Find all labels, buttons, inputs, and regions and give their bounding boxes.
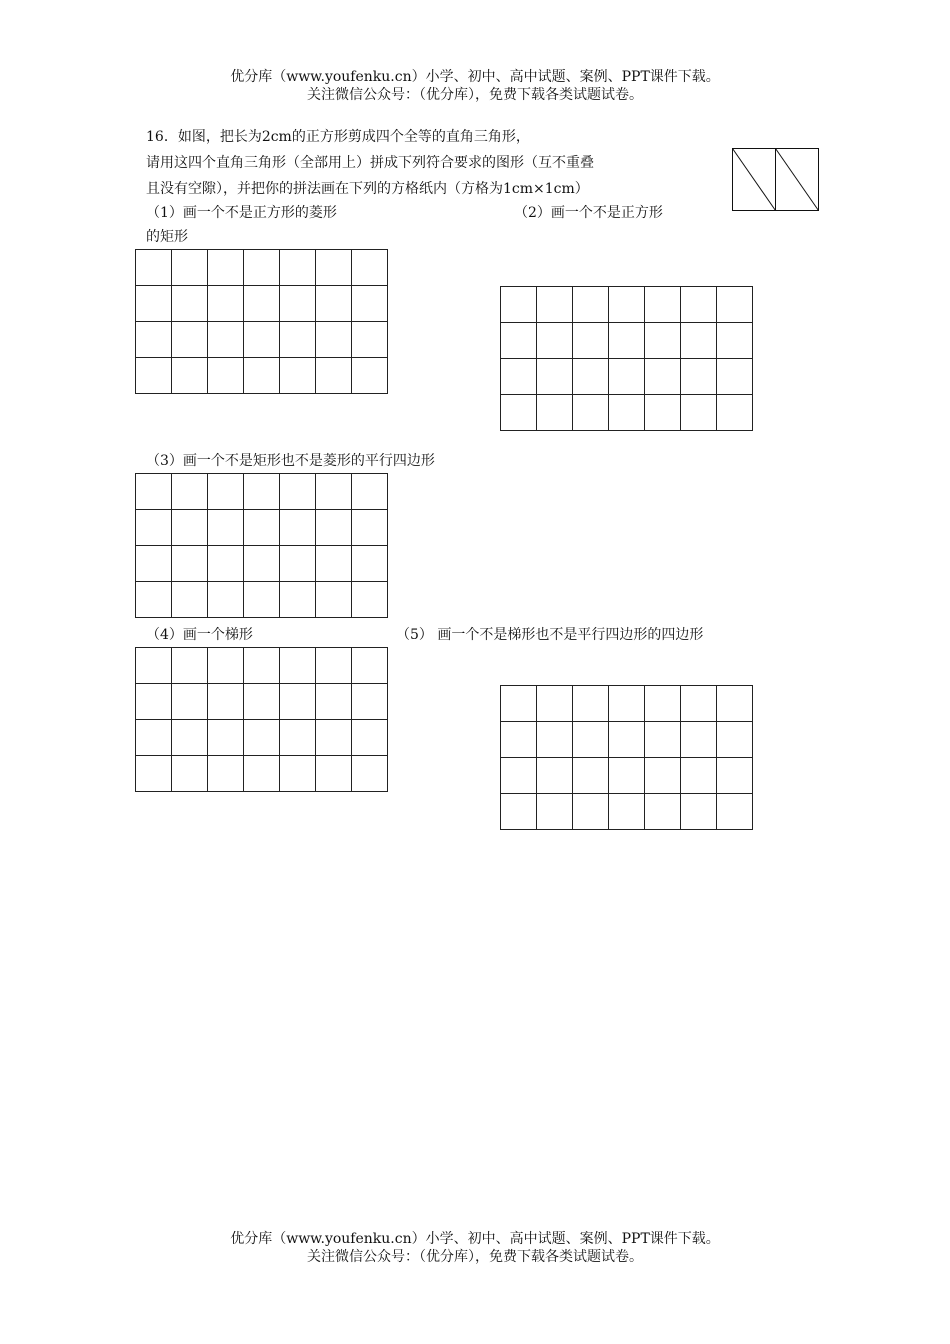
grid-cell[interactable] bbox=[645, 686, 681, 722]
grid-cell[interactable] bbox=[136, 322, 172, 358]
grid-cell[interactable] bbox=[352, 582, 388, 618]
grid-row bbox=[136, 250, 388, 286]
grid-row bbox=[501, 758, 753, 794]
grid-cell[interactable] bbox=[280, 756, 316, 792]
grid-row bbox=[136, 648, 388, 684]
grid-cell[interactable] bbox=[645, 287, 681, 323]
grid-cell[interactable] bbox=[645, 794, 681, 830]
grid-cell[interactable] bbox=[280, 358, 316, 394]
grid-cell[interactable] bbox=[136, 510, 172, 546]
grid-cell[interactable] bbox=[501, 395, 537, 431]
grid-cell[interactable] bbox=[208, 510, 244, 546]
grid-row bbox=[501, 395, 753, 431]
grid-cell[interactable] bbox=[537, 794, 573, 830]
grid-cell[interactable] bbox=[352, 720, 388, 756]
grid-cell[interactable] bbox=[136, 250, 172, 286]
grid-cell[interactable] bbox=[280, 510, 316, 546]
grid-cell[interactable] bbox=[717, 395, 753, 431]
grid-cell[interactable] bbox=[172, 756, 208, 792]
grid-cell[interactable] bbox=[609, 287, 645, 323]
grid-cell[interactable] bbox=[316, 684, 352, 720]
question-line-2: 请用这四个直角三角形（全部用上）拼成下列符合要求的图形（互不重叠 bbox=[146, 155, 594, 171]
grid-cell[interactable] bbox=[280, 250, 316, 286]
grid-cell[interactable] bbox=[717, 323, 753, 359]
grid-cell[interactable] bbox=[501, 287, 537, 323]
grid-cell[interactable] bbox=[352, 648, 388, 684]
grid-cell[interactable] bbox=[717, 794, 753, 830]
grid-cell[interactable] bbox=[316, 582, 352, 618]
grid-cell[interactable] bbox=[208, 322, 244, 358]
part-4-label: （4）画一个梯形 bbox=[146, 627, 253, 643]
grid-cell[interactable] bbox=[244, 510, 280, 546]
grid-cell[interactable] bbox=[609, 359, 645, 395]
grid-cell[interactable] bbox=[244, 322, 280, 358]
grid-cell[interactable] bbox=[501, 323, 537, 359]
grid-cell[interactable] bbox=[208, 756, 244, 792]
grid-cell[interactable] bbox=[681, 758, 717, 794]
grid-cell[interactable] bbox=[244, 720, 280, 756]
grid-cell[interactable] bbox=[172, 474, 208, 510]
grid-cell[interactable] bbox=[645, 395, 681, 431]
grid-cell[interactable] bbox=[352, 546, 388, 582]
grid-cell[interactable] bbox=[244, 286, 280, 322]
grid-row bbox=[136, 546, 388, 582]
grid-cell[interactable] bbox=[501, 722, 537, 758]
footer-line-2: 关注微信公众号：（优分库），免费下载各类试题试卷。 bbox=[307, 1249, 643, 1265]
grid-cell[interactable] bbox=[645, 323, 681, 359]
grid-cell[interactable] bbox=[208, 250, 244, 286]
grid-row bbox=[501, 686, 753, 722]
grid-row bbox=[136, 720, 388, 756]
grid-cell[interactable] bbox=[352, 756, 388, 792]
grid-cell[interactable] bbox=[681, 722, 717, 758]
grid-cell[interactable] bbox=[681, 287, 717, 323]
grid-cell[interactable] bbox=[537, 359, 573, 395]
grid-cell[interactable] bbox=[280, 684, 316, 720]
header-line-1: 优分库（www.youfenku.cn）小学、初中、高中试题、案例、PPT课件下载。 bbox=[230, 69, 720, 85]
grid-cell[interactable] bbox=[573, 722, 609, 758]
grid-cell[interactable] bbox=[537, 395, 573, 431]
grid-cell[interactable] bbox=[717, 722, 753, 758]
grid-cell[interactable] bbox=[136, 358, 172, 394]
grid-cell[interactable] bbox=[501, 359, 537, 395]
grid-cell[interactable] bbox=[208, 358, 244, 394]
grid-cell[interactable] bbox=[316, 286, 352, 322]
grid-cell[interactable] bbox=[136, 684, 172, 720]
grid-row bbox=[136, 358, 388, 394]
grid-cell[interactable] bbox=[609, 794, 645, 830]
grid-row bbox=[501, 287, 753, 323]
grid-cell[interactable] bbox=[244, 546, 280, 582]
grid-cell[interactable] bbox=[573, 758, 609, 794]
grid-cell[interactable] bbox=[244, 250, 280, 286]
grid-cell[interactable] bbox=[244, 582, 280, 618]
grid-cell[interactable] bbox=[681, 686, 717, 722]
grid-cell[interactable] bbox=[316, 510, 352, 546]
grid-row bbox=[501, 359, 753, 395]
grid-cell[interactable] bbox=[352, 322, 388, 358]
grid-cell[interactable] bbox=[537, 686, 573, 722]
grid-row bbox=[136, 510, 388, 546]
grid-cell[interactable] bbox=[208, 546, 244, 582]
grid-row bbox=[136, 756, 388, 792]
grid-cell[interactable] bbox=[352, 474, 388, 510]
grid-cell[interactable] bbox=[681, 794, 717, 830]
grid-row bbox=[501, 794, 753, 830]
grid-cell[interactable] bbox=[244, 358, 280, 394]
grid-row bbox=[136, 684, 388, 720]
grid-row bbox=[501, 323, 753, 359]
grid-cell[interactable] bbox=[717, 287, 753, 323]
grid-cell[interactable] bbox=[609, 722, 645, 758]
part-5-label: （5） 画一个不是梯形也不是平行四边形的四边形 bbox=[396, 627, 704, 643]
grid-cell[interactable] bbox=[172, 510, 208, 546]
grid-cell[interactable] bbox=[280, 582, 316, 618]
grid-paper-1[interactable] bbox=[135, 249, 388, 394]
grid-paper-3[interactable] bbox=[135, 473, 388, 618]
grid-row bbox=[136, 582, 388, 618]
grid-cell[interactable] bbox=[352, 358, 388, 394]
grid-cell[interactable] bbox=[172, 250, 208, 286]
grid-cell[interactable] bbox=[609, 395, 645, 431]
grid-cell[interactable] bbox=[573, 359, 609, 395]
grid-cell[interactable] bbox=[244, 756, 280, 792]
grid-cell[interactable] bbox=[316, 322, 352, 358]
grid-cell[interactable] bbox=[316, 474, 352, 510]
grid-cell[interactable] bbox=[316, 648, 352, 684]
grid-cell[interactable] bbox=[208, 720, 244, 756]
grid-cell[interactable] bbox=[172, 582, 208, 618]
grid-cell[interactable] bbox=[280, 720, 316, 756]
grid-cell[interactable] bbox=[244, 474, 280, 510]
grid-cell[interactable] bbox=[609, 323, 645, 359]
grid-cell[interactable] bbox=[681, 359, 717, 395]
grid-cell[interactable] bbox=[645, 359, 681, 395]
grid-cell[interactable] bbox=[573, 686, 609, 722]
grid-cell[interactable] bbox=[136, 582, 172, 618]
grid-cell[interactable] bbox=[208, 286, 244, 322]
grid-row bbox=[136, 286, 388, 322]
grid-cell[interactable] bbox=[136, 474, 172, 510]
grid-cell[interactable] bbox=[136, 546, 172, 582]
grid-cell[interactable] bbox=[681, 395, 717, 431]
grid-cell[interactable] bbox=[645, 722, 681, 758]
grid-cell[interactable] bbox=[681, 323, 717, 359]
square-cut-figure bbox=[732, 148, 820, 212]
grid-cell[interactable] bbox=[717, 758, 753, 794]
grid-cell[interactable] bbox=[316, 756, 352, 792]
grid-row bbox=[136, 322, 388, 358]
grid-cell[interactable] bbox=[352, 684, 388, 720]
grid-cell[interactable] bbox=[645, 758, 681, 794]
grid-cell[interactable] bbox=[352, 250, 388, 286]
grid-cell[interactable] bbox=[573, 794, 609, 830]
grid-cell[interactable] bbox=[172, 546, 208, 582]
grid-cell[interactable] bbox=[136, 648, 172, 684]
grid-cell[interactable] bbox=[717, 686, 753, 722]
part-1-label: （1）画一个不是正方形的菱形 bbox=[146, 205, 337, 221]
grid-cell[interactable] bbox=[172, 684, 208, 720]
grid-cell[interactable] bbox=[280, 474, 316, 510]
grid-cell[interactable] bbox=[280, 648, 316, 684]
grid-cell[interactable] bbox=[717, 359, 753, 395]
grid-cell[interactable] bbox=[501, 686, 537, 722]
grid-cell[interactable] bbox=[244, 648, 280, 684]
grid-cell[interactable] bbox=[280, 322, 316, 358]
grid-cell[interactable] bbox=[609, 758, 645, 794]
grid-cell[interactable] bbox=[316, 546, 352, 582]
grid-cell[interactable] bbox=[244, 684, 280, 720]
grid-cell[interactable] bbox=[280, 286, 316, 322]
grid-cell[interactable] bbox=[573, 287, 609, 323]
grid-cell[interactable] bbox=[172, 358, 208, 394]
grid-cell[interactable] bbox=[501, 758, 537, 794]
grid-cell[interactable] bbox=[316, 358, 352, 394]
grid-cell[interactable] bbox=[501, 794, 537, 830]
part-2-label-cont: 的矩形 bbox=[146, 229, 188, 245]
grid-cell[interactable] bbox=[172, 648, 208, 684]
grid-cell[interactable] bbox=[208, 474, 244, 510]
grid-cell[interactable] bbox=[537, 323, 573, 359]
grid-paper-2[interactable] bbox=[500, 286, 753, 431]
grid-cell[interactable] bbox=[136, 756, 172, 792]
question-line-3: 且没有空隙），并把你的拼法画在下列的方格纸内（方格为1cm×1cm） bbox=[146, 181, 589, 197]
grid-cell[interactable] bbox=[537, 287, 573, 323]
grid-cell[interactable] bbox=[352, 286, 388, 322]
grid-cell[interactable] bbox=[208, 648, 244, 684]
grid-cell[interactable] bbox=[172, 322, 208, 358]
grid-cell[interactable] bbox=[136, 720, 172, 756]
grid-cell[interactable] bbox=[537, 758, 573, 794]
grid-cell[interactable] bbox=[316, 720, 352, 756]
grid-cell[interactable] bbox=[573, 323, 609, 359]
part-2-label: （2）画一个不是正方形 bbox=[514, 205, 663, 221]
grid-cell[interactable] bbox=[280, 546, 316, 582]
part-3-label: （3）画一个不是矩形也不是菱形的平行四边形 bbox=[146, 453, 435, 469]
footer-line-1: 优分库（www.youfenku.cn）小学、初中、高中试题、案例、PPT课件下载。 bbox=[230, 1231, 720, 1247]
grid-cell[interactable] bbox=[352, 510, 388, 546]
grid-cell[interactable] bbox=[316, 250, 352, 286]
grid-cell[interactable] bbox=[172, 286, 208, 322]
grid-paper-4[interactable] bbox=[135, 647, 388, 792]
grid-cell[interactable] bbox=[208, 684, 244, 720]
question-line-1: 16．如图，把长为2cm的正方形剪成四个全等的直角三角形， bbox=[146, 129, 530, 145]
grid-cell[interactable] bbox=[208, 582, 244, 618]
grid-cell[interactable] bbox=[609, 686, 645, 722]
header-line-2: 关注微信公众号：（优分库），免费下载各类试题试卷。 bbox=[307, 87, 643, 103]
grid-cell[interactable] bbox=[136, 286, 172, 322]
grid-row bbox=[501, 722, 753, 758]
grid-cell[interactable] bbox=[172, 720, 208, 756]
grid-row bbox=[136, 474, 388, 510]
grid-cell[interactable] bbox=[573, 395, 609, 431]
grid-paper-5[interactable] bbox=[500, 685, 753, 830]
grid-cell[interactable] bbox=[537, 722, 573, 758]
